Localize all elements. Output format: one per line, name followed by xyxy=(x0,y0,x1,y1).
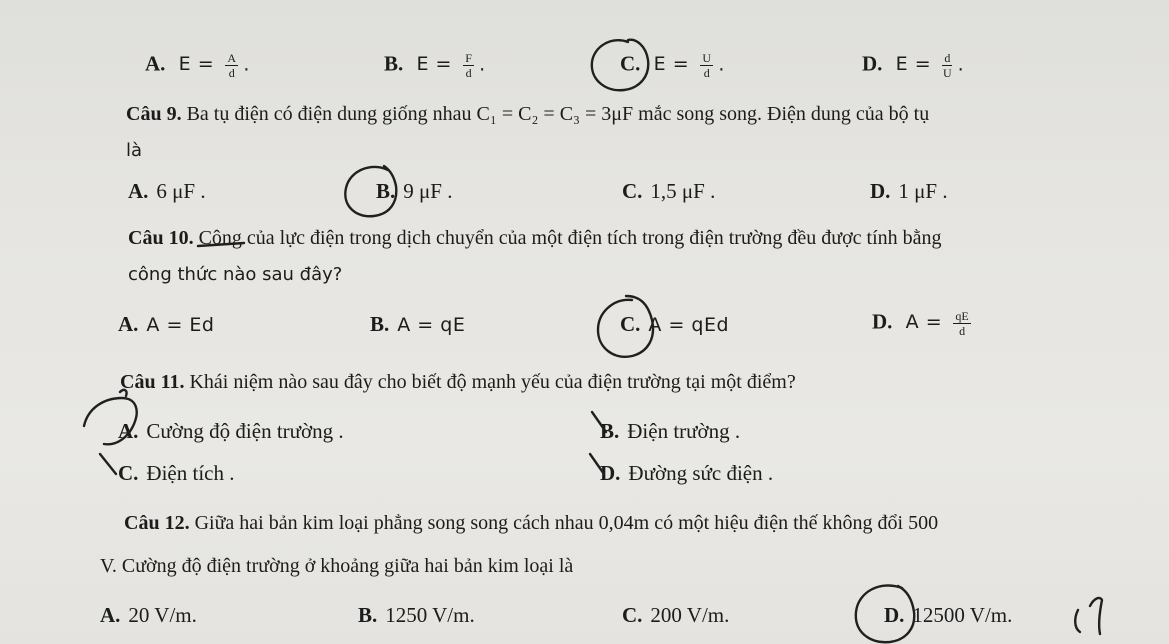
scribble-q12 xyxy=(1075,598,1102,634)
formula-lhs: E = xyxy=(416,53,452,76)
q11-option-b[interactable]: B. Điện trường . xyxy=(600,419,741,443)
answer-circle-q11 xyxy=(84,398,137,444)
option-label: A. xyxy=(145,51,166,76)
option-label: C. xyxy=(620,51,641,76)
q9-stem-line2: là xyxy=(126,140,143,161)
q11-option-c[interactable]: C. Điện tích . xyxy=(118,461,235,485)
q12-stem-line2: V. Cường độ điện trường ở khoảng giữa hai bản kim loại là xyxy=(100,555,574,577)
fraction: $\frac{d}{U}$ xyxy=(943,51,952,80)
q9-option-c[interactable]: C. 1,5 μF . xyxy=(622,179,716,203)
q9-option-b[interactable]: B. 9 μF . xyxy=(376,179,453,203)
question-text: Ba tụ điện có điện dung giống nhau C₁ = C₂ = C₃ = 3μF mắc song song. Điện dung của bộ tụ xyxy=(186,103,930,125)
pen-tick xyxy=(120,390,127,396)
q8-option-c[interactable]: C. E = $\frac{U}{d}$ . xyxy=(620,51,725,80)
question-number: Câu 11. xyxy=(120,371,185,393)
formula-lhs: E = xyxy=(895,53,932,76)
q10-stem-line2: công thức nào sau đây? xyxy=(128,264,343,285)
q12-option-a[interactable]: A. 20 V/m. xyxy=(100,603,197,627)
question-number: Câu 10. xyxy=(128,227,194,249)
answer-circle-q8 xyxy=(592,40,648,91)
question-number: Câu 9. xyxy=(126,103,182,125)
q8-option-a[interactable]: A. E = $\frac{A}{d}$ . xyxy=(145,51,250,80)
q10-option-a[interactable]: A. A = Ed xyxy=(118,312,215,336)
answer-circle-q10 xyxy=(598,296,653,357)
question-text: Khái niệm nào sau đây cho biết độ mạnh yếu của điện trường tại một điểm? xyxy=(189,371,796,393)
formula-lhs: E = xyxy=(178,53,215,76)
question-text: Giữa hai bản kim loại phẳng song song cách nhau 0,04m có một hiệu điện thế không đổi 500 xyxy=(194,512,939,534)
q10-option-d[interactable]: D. A = $\frac{qE}{d}$ xyxy=(872,309,969,338)
question-number: Câu 12. xyxy=(124,512,190,534)
q12-option-b[interactable]: B. 1250 V/m. xyxy=(358,603,475,627)
strike-mark-d xyxy=(590,454,604,474)
q9-option-a[interactable]: A. 6 μF . xyxy=(128,179,206,203)
q9-option-d[interactable]: D. 1 μF . xyxy=(870,179,948,203)
q10-option-b[interactable]: B. A = qE xyxy=(370,312,466,336)
underline-cong xyxy=(198,243,244,246)
q12-option-c[interactable]: C. 200 V/m. xyxy=(622,603,730,627)
fraction: $\frac{U}{d}$ xyxy=(702,51,712,80)
q11-option-a[interactable]: A. Cường độ điện trường . xyxy=(118,419,344,443)
strike-mark-b xyxy=(592,412,606,432)
fraction: $\frac{A}{d}$ xyxy=(227,51,237,80)
q12-option-d[interactable]: D. 12500 V/m. xyxy=(884,603,1013,627)
q8-option-d[interactable]: D. E = $\frac{d}{U}$ . xyxy=(862,51,965,80)
option-label: D. xyxy=(862,51,883,76)
strike-mark-c xyxy=(100,454,116,474)
formula-lhs: E = xyxy=(653,53,690,76)
question-text: Công của lực điện trong dịch chuyển của một điện tích trong điện trường đều được tính bằng xyxy=(198,227,942,249)
fraction: $\frac{qE}{d}$ xyxy=(955,309,969,338)
q11-option-d[interactable]: D. Đường sức điện . xyxy=(600,461,774,485)
option-label: B. xyxy=(384,51,404,76)
q8-option-b[interactable]: B. E = $\frac{F}{d}$ . xyxy=(384,51,486,80)
fraction: $\frac{F}{d}$ xyxy=(465,51,472,80)
answer-circle-q12 xyxy=(856,585,914,642)
q10-option-c[interactable]: C. A = qEd xyxy=(620,312,730,336)
answer-circle-q9 xyxy=(345,166,396,216)
